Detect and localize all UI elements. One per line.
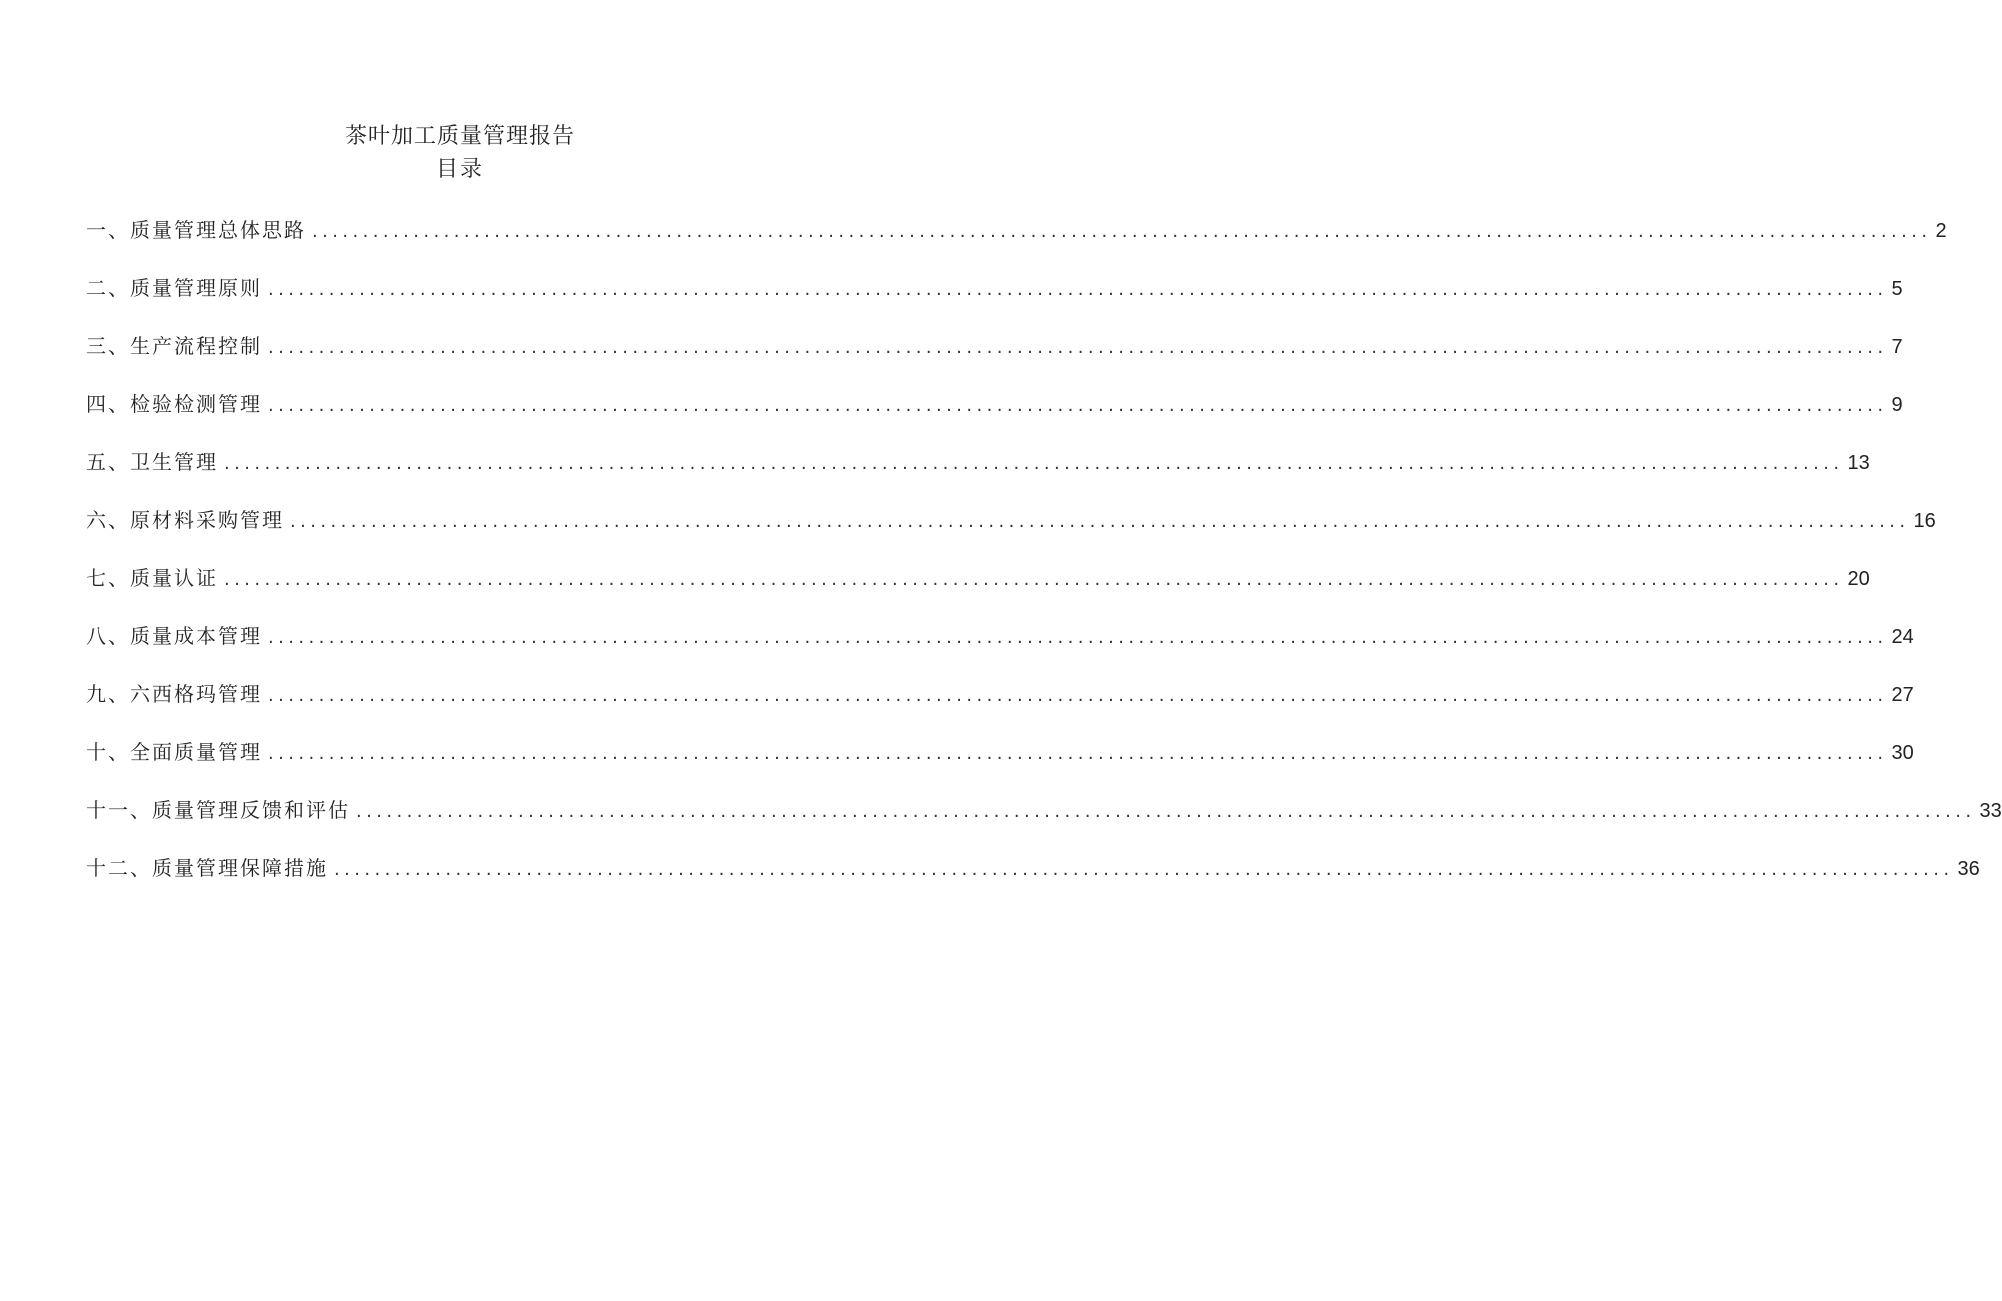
- toc-entry[interactable]: [86, 736, 1914, 794]
- toc-entry[interactable]: [86, 330, 1903, 388]
- toc-entry[interactable]: [86, 678, 1914, 736]
- toc-entry-label: 十、全面质量管理: [86, 740, 262, 764]
- toc-entry[interactable]: [86, 794, 2002, 852]
- toc-dot-leader: ................................................................................................................................................................: [268, 685, 1888, 706]
- toc-entry-page: 24: [1891, 626, 1914, 648]
- toc-dot-leader: ................................................................................................................................................................: [268, 627, 1888, 648]
- table-of-contents: [86, 214, 2002, 910]
- toc-entry-page: 33: [1979, 800, 2002, 822]
- toc-entry-page: 27: [1891, 684, 1914, 706]
- toc-entry-page: 2: [1935, 220, 1947, 242]
- toc-entry-page: 9: [1891, 394, 1903, 416]
- toc-entry[interactable]: [86, 620, 1914, 678]
- toc-dot-leader: ................................................................................................................................................................: [268, 395, 1888, 416]
- toc-entry-label: 二、质量管理原则: [86, 276, 262, 300]
- toc-dot-leader: ................................................................................................................................................................: [356, 801, 1976, 822]
- toc-entry[interactable]: [86, 388, 1903, 446]
- toc-entry[interactable]: [86, 504, 1936, 562]
- toc-dot-leader: ................................................................................................................................................................: [334, 859, 1954, 880]
- toc-dot-leader: ................................................................................................................................................................: [268, 279, 1888, 300]
- toc-entry[interactable]: [86, 562, 1870, 620]
- toc-entry-label: 十一、质量管理反馈和评估: [86, 798, 350, 822]
- toc-dot-leader: ................................................................................................................................................................: [268, 337, 1888, 358]
- toc-entry-label: 五、卫生管理: [86, 450, 218, 474]
- toc-entry[interactable]: [86, 272, 1903, 330]
- toc-entry-label: 七、质量认证: [86, 566, 218, 590]
- toc-entry-label: 三、生产流程控制: [86, 334, 262, 358]
- toc-entry[interactable]: [86, 852, 1980, 910]
- toc-entry-label: 九、六西格玛管理: [86, 682, 262, 706]
- toc-entry-page: 13: [1847, 452, 1870, 474]
- toc-dot-leader: ................................................................................................................................................................: [224, 569, 1844, 590]
- toc-entry-page: 20: [1847, 568, 1870, 590]
- document-title: 茶叶加工质量管理报告: [344, 124, 575, 149]
- toc-entry-page: 7: [1891, 336, 1903, 358]
- toc-dot-leader: ................................................................................................................................................................: [268, 743, 1888, 764]
- toc-entry-label: 一、质量管理总体思路: [86, 218, 306, 242]
- toc-entry-page: 36: [1957, 858, 1980, 880]
- toc-entry[interactable]: [86, 446, 1870, 504]
- toc-dot-leader: ................................................................................................................................................................: [290, 511, 1910, 532]
- toc-dot-leader: ................................................................................................................................................................: [312, 221, 1932, 242]
- toc-entry-label: 八、质量成本管理: [86, 624, 262, 648]
- toc-entry-page: 16: [1913, 510, 1936, 532]
- toc-entry-label: 六、原材料采购管理: [86, 508, 284, 532]
- toc-entry-label: 四、检验检测管理: [86, 392, 262, 416]
- toc-entry-label: 十二、质量管理保障措施: [86, 856, 328, 880]
- toc-entry[interactable]: [86, 214, 1947, 272]
- toc-entry-page: 5: [1891, 278, 1903, 300]
- toc-dot-leader: ................................................................................................................................................................: [224, 453, 1844, 474]
- toc-entry-page: 30: [1891, 742, 1914, 764]
- toc-heading: 目录: [435, 157, 484, 182]
